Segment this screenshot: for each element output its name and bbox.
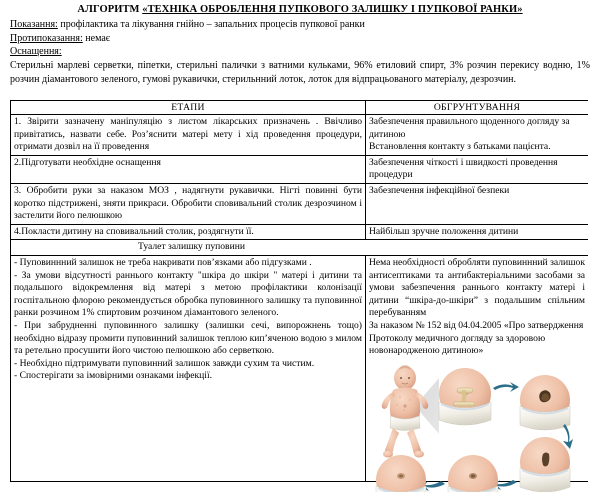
rationale-cell-5: [366, 255, 589, 481]
contraindication-text: немає: [82, 32, 111, 44]
stage-2-drying-stump: [520, 375, 570, 430]
rationale-cell-4: Найбільш зручне положення дитини: [366, 224, 589, 240]
table-row: [11, 255, 589, 481]
stage-cell-5: [11, 255, 366, 481]
rationale-line: Встановлення контакту з батьками пацієнта.: [369, 141, 551, 153]
stage-cell-1: 1. Звірити зазначену маніпуляцію з листом лікарських призначень . Ввічливо привітатись, назвати себе. Роз’яснити матері мету і хід проведення процедури, отримати дозвіл на її проведення: [11, 115, 366, 156]
algorithm-table-wrapper: [10, 100, 588, 500]
section-title: Туалет залишку пуповини: [138, 241, 245, 253]
rationale-cell-3: Забезпечення інфекційної безпеки: [366, 183, 589, 224]
indication-line: [10, 18, 590, 31]
stage-bullet: - Спостерігати за імовірними ознаками інфекції.: [14, 370, 213, 382]
table-row: [11, 155, 589, 183]
rationale-cell-1: [366, 115, 589, 156]
column-header-stages: ЕТАПИ: [11, 101, 366, 115]
equipment-line: [10, 45, 590, 58]
page-title-quoted: «ТЕХНІКА ОБРОБЛЕННЯ ПУПКОВОГО ЗАЛИШКУ І ПУПКОВОЇ РАНКИ»: [142, 4, 523, 15]
table-header-row: [11, 101, 589, 115]
page-title-prefix: АЛГОРИТМ: [77, 4, 143, 15]
stage-4-healing-navel: [448, 455, 498, 492]
rationale-paragraph: Нема необхідності обробляти пуповиннний залишок антисептиками та антибактеріальними засобами за умови забезпечення раннього контакту матері і дитини “шкіра-до-шкіри” з подальшим спільним перебуванням: [369, 256, 585, 319]
rationale-cell-2: Забезпечення чіткості і швидкості проведення процедури: [366, 155, 589, 183]
stage-bullet: - Необхідно підтримувати пуповинний залишок завжди сухим та чистим.: [14, 357, 315, 369]
table-row: [11, 115, 589, 156]
algorithm-table: [10, 100, 588, 482]
rationale-line: Забезпечення правильного щоденного догляду за дитиною: [369, 116, 570, 140]
umbilical-cord-stump-healing-stages-illustration: [369, 362, 585, 480]
arrow-icon: [563, 424, 573, 449]
document-page: [0, 3, 600, 500]
stage-cell-2: 2.Підготувати необхідне оснащення: [11, 155, 366, 183]
indication-label: Показання:: [10, 19, 58, 30]
table-row: [11, 224, 589, 240]
equipment-text: Стерильні марлеві серветки, піпетки, стерильні палички з ватними кульками, 96% етиловий спирт, 3% розчин перекису водню, 1% розчин діамантового зеленого, гумові рукавички, стерильнний лоток, лоток для відпрацьованого матеріалу, дезрозчин.: [10, 60, 590, 85]
stage-cell-3: 3. Обробити руки за наказом МОЗ , надягнути рукавички. Нігті повинні бути коротко підстрижені, зняти прикраси. Обробити сповивальний столик дезрозчином і застелити його пелюшкою: [11, 183, 366, 224]
stage-1-clamped-cord: [439, 368, 491, 425]
equipment-label: Оснащення:: [10, 46, 62, 58]
stage-3-shriveled-stump: [520, 437, 570, 492]
contraindication-line: [10, 32, 590, 45]
stage-bullet: - При забрудненні пуповинного залишку (залишки сечі, випорожнень тощо) необхідно відразу промити пуповинний залишок теплою кипʼяченою водою з милом та ретельно просушити його чистою пелюшкою або серветкою.: [14, 319, 362, 357]
table-row: [11, 183, 589, 224]
arrow-icon: [493, 382, 519, 392]
column-header-rationale: ОБГРУНТУВАННЯ: [366, 101, 589, 115]
stage-cell-4: 4.Покласти дитину на сповивальний столик, роздягнути її.: [11, 224, 366, 240]
page-title: [0, 3, 600, 16]
stage-5-healed-navel: [376, 455, 426, 492]
stage-bullet: - За умови відсутності раннього контакту "шкіра до шкіри " матері і дитини та подальшого відокремлення від матері з метою профілактики колонізації госпітальною флорою рекомендується обробка пуповинного залишку та пуповинної ранки розчином 1% спиртовим розчином діамантового зеленого.: [14, 269, 362, 319]
table-section-row: [11, 240, 589, 256]
stage-bullet: - Пуповиннний залишок не треба накривати повʼязками або підгузками .: [14, 256, 312, 268]
rationale-order-reference: За наказом № 152 від 04.04.2005 «Про затвердження Протоколу медичного догляду за здоровою новонародженою дитиною»: [369, 319, 584, 357]
section-title-cell: [11, 240, 589, 256]
intro-block: [0, 18, 600, 59]
indication-text: профілактика та лікування гнійно – запальних процесів пупкової ранки: [57, 19, 365, 30]
contraindication-label: Протипоказання:: [10, 32, 83, 44]
